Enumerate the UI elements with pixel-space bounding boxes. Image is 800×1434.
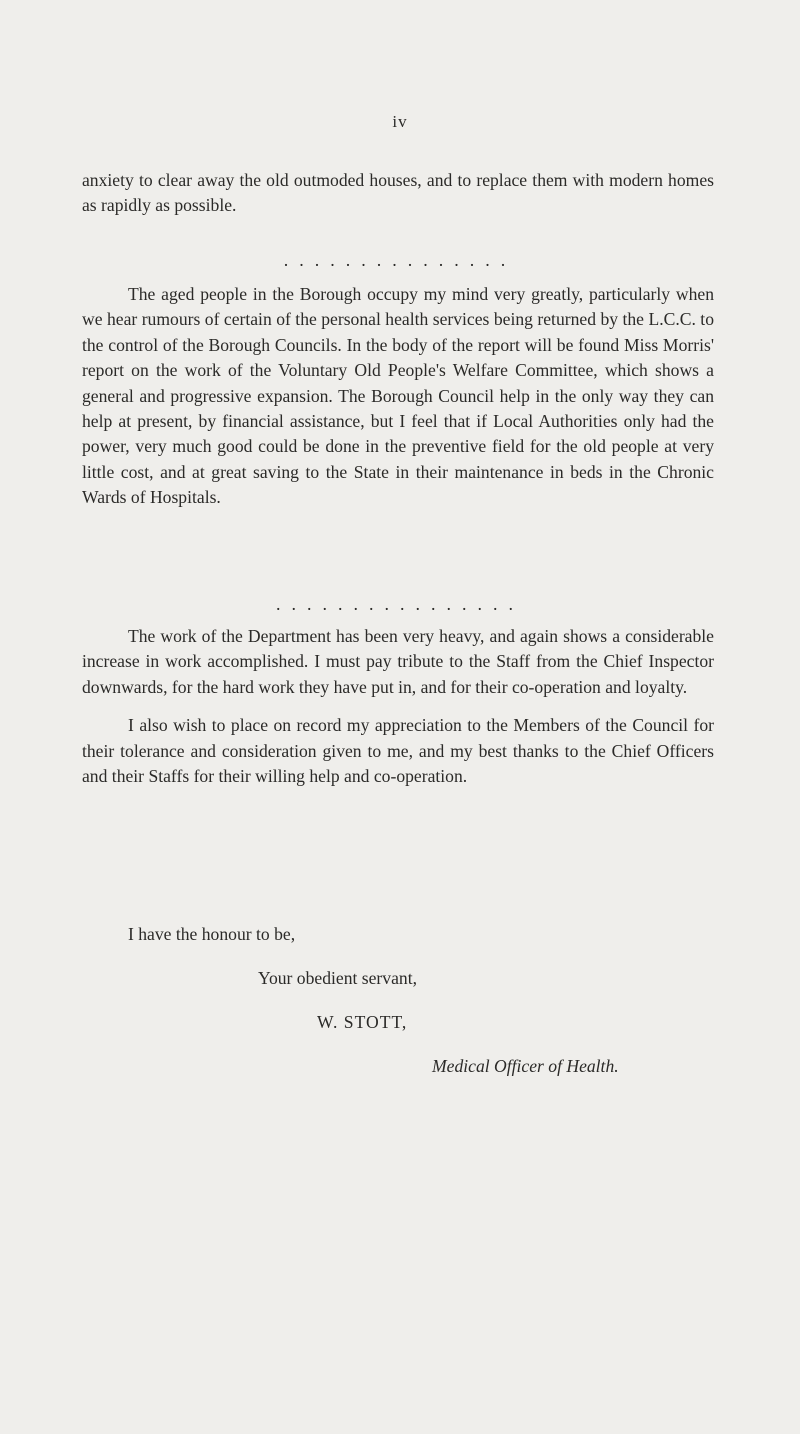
paragraph-housing: anxiety to clear away the old outmoded houses, and to replace them with modern homes as rapidly as possible. xyxy=(82,170,714,216)
paragraph-appreciation: I also wish to place on record my appreciation to the Members of the Council for their tolerance and consideration given to me, and my best thanks to the Chief Officers and their Staffs for their willing help and co-operation. xyxy=(82,715,714,787)
closing-salutation: I have the honour to be, xyxy=(128,924,296,944)
paragraph-department-work: The work of the Department has been very heavy, and again shows a considerable increase in work accomplished. I must pay tribute to the Staff from the Chief Inspector downwards, for the hard work they have put in, and for their co-operation and loyalty. xyxy=(82,626,714,697)
paragraph-block-3 xyxy=(82,624,714,802)
signature-name: W. STOTT, xyxy=(317,1012,408,1032)
signature-title: Medical Officer of Health. xyxy=(432,1056,619,1076)
section-separator-2: ................ xyxy=(276,594,524,614)
paragraph-block-2 xyxy=(82,282,714,524)
closing-servant: Your obedient servant, xyxy=(258,968,417,988)
section-separator-1: ............... xyxy=(283,250,517,270)
paragraph-block-1 xyxy=(82,168,714,232)
paragraph-aged-people: The aged people in the Borough occupy my mind very greatly, particularly when we hear rumours of certain of the personal health services being returned by the L.C.C. to the control of the Borough Councils. In the body of the report will be found Miss Morris' report on the work of the Voluntary Old People's Welfare Committee, which shows a general and progressive expansion. The Borough Council help in the only way they can help at present, by financial assistance, but I feel that if Local Authorities only had the power, very much good could be done in the preventive field for the old people at very little cost, and at great saving to the State in their maintenance in beds in the Chronic Wards of Hospitals. xyxy=(82,284,714,508)
page-number: iv xyxy=(392,112,408,131)
